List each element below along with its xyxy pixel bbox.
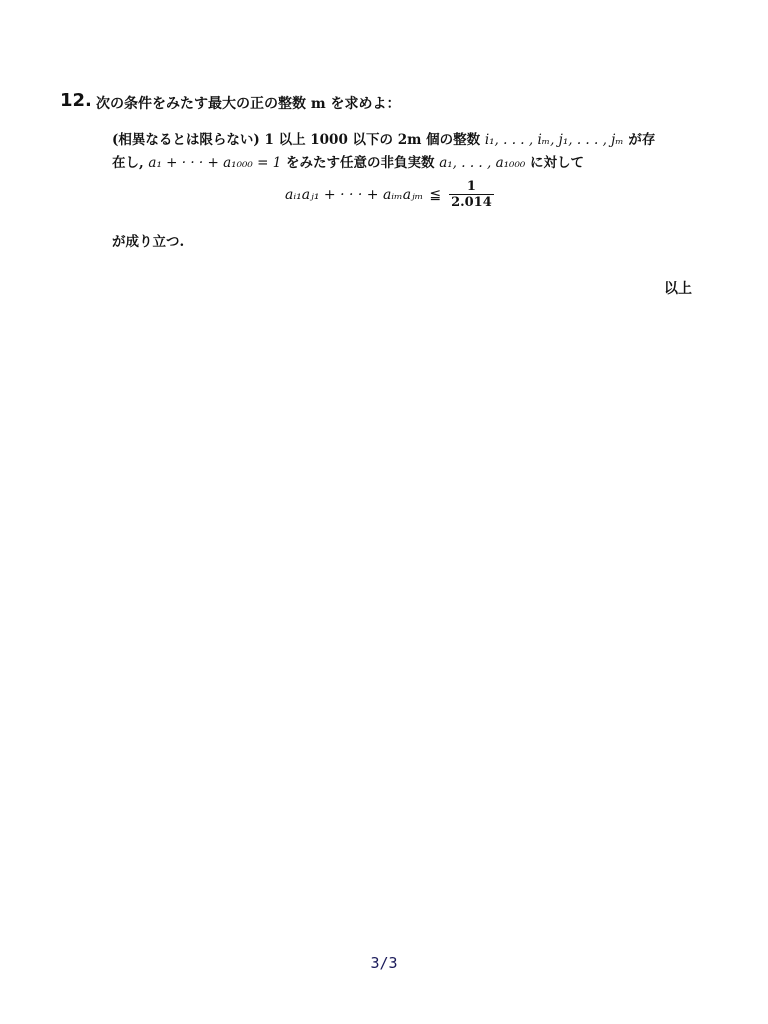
problem-statement: 次の条件をみたす最大の正の整数 m を求めよ： [96,96,401,112]
condition-line-2 [112,151,584,171]
inequality-formula [285,180,494,211]
end-mark: 以上 [664,281,692,297]
fraction-numerator: 1 [466,179,476,194]
formula-fraction [449,180,494,211]
condition-line-1-suffix: が存 [623,132,656,148]
condition-line-1 [112,128,655,148]
condition-line-1-prefix: (相異なるとは限らない) 1 以上 1000 以下の 2m 個の整数 [112,132,485,148]
condition-line-2-prefix: 在し, [112,155,149,171]
condition-line-2-suffix: に対して [525,155,584,171]
fraction-denominator: 2.014 [451,195,492,211]
sum-constraint: a₁ + · · · + a₁₀₀₀ = 1 [148,155,282,171]
condition-line-2-middle: をみたす任意の非負実数 [281,155,440,171]
closing-text: が成り立つ. [112,234,185,250]
problem-number: 12. [60,90,92,111]
page-number: 3/3 [370,954,398,972]
formula-relation: ≦ [429,187,442,204]
variable-list: a₁, . . . , a₁₀₀₀ [439,155,526,171]
formula-lhs: aᵢ₁aⱼ₁ + · · · + aᵢₘaⱼₘ [285,187,424,204]
index-list: i₁, . . . , iₘ, j₁, . . . , jₘ [484,132,624,148]
